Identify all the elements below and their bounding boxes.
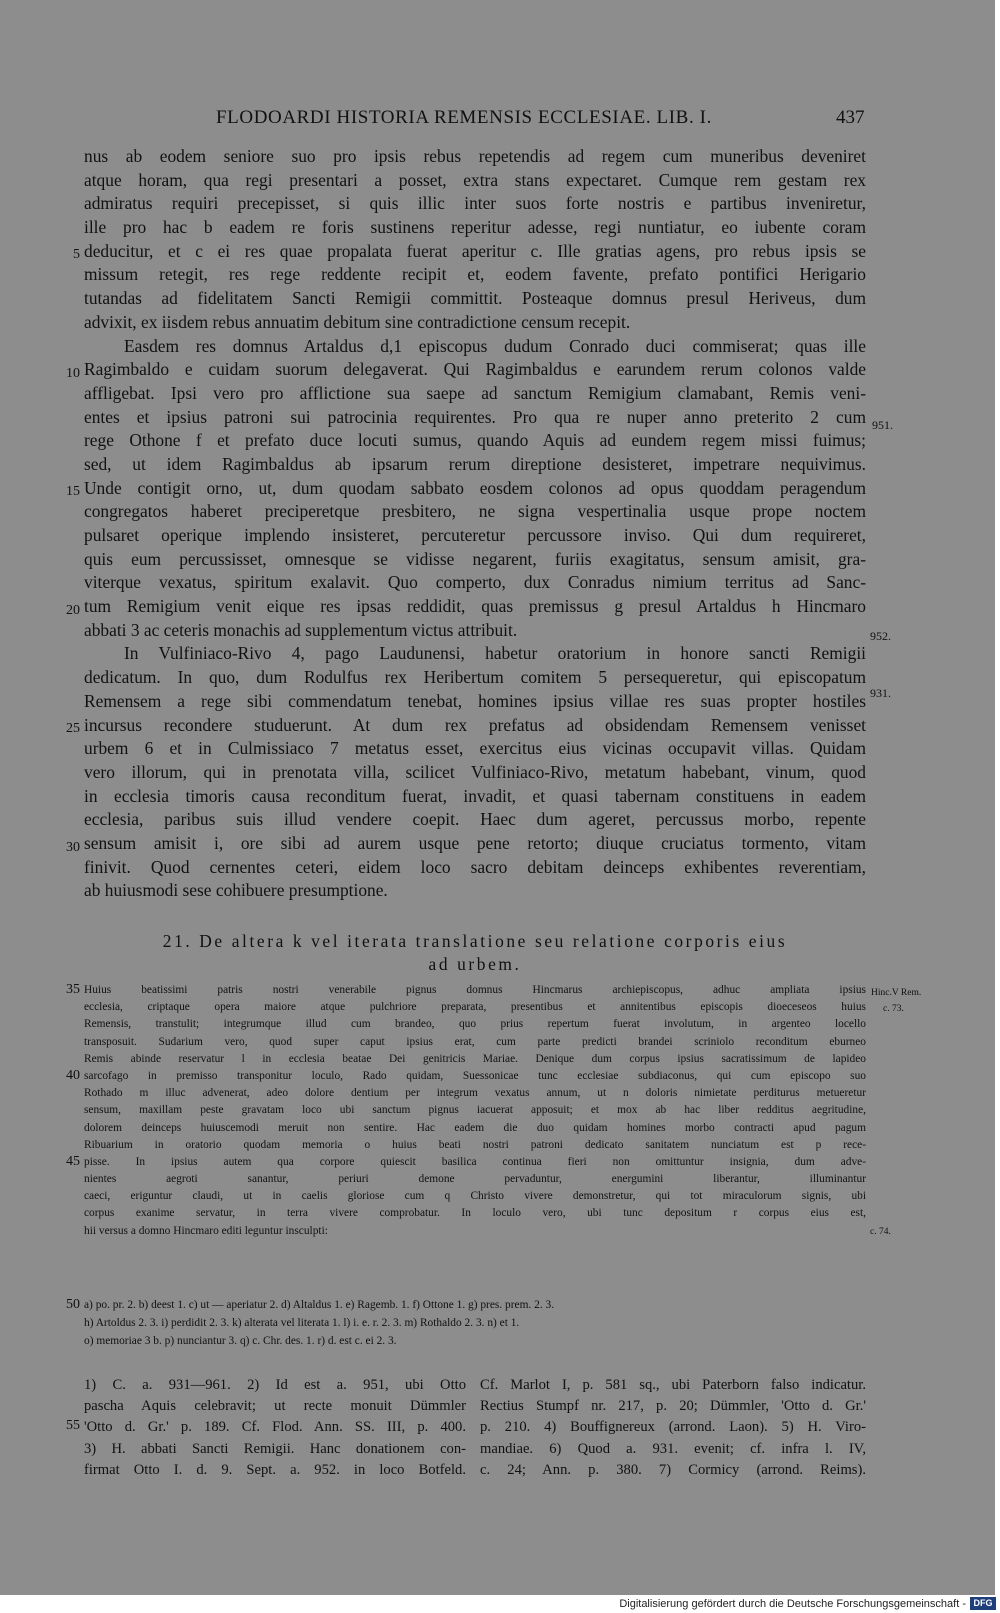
footnote-line: 'Otto d. Gr.' p. 189. Cf. Flod. Ann. SS. III, p. 400.	[84, 1419, 466, 1436]
line-number: 40	[66, 1068, 80, 1083]
footnote-line: p. 210. 4) Bouffignereux (arrond. Laon). 5) H. Viro-	[480, 1419, 866, 1436]
text-line: missum retegit, res rege reddente recipit et, eodem favente, prefato pontifici Herigario	[84, 264, 866, 285]
text-line: caeci, eriguntur claudi, ut in caelis gloriose cum q Christo vivere demonstretur, qui tot miraculorum signis, ubi	[84, 1190, 866, 1203]
margin-year: 952.	[870, 629, 891, 643]
text-line: corpus exanime servatur, in terra vivere comprobatur. In loculo vero, ubi tunc depositum r corpus eius est,	[84, 1207, 866, 1220]
heading-line: ad urbem.	[428, 954, 522, 974]
text-line: Ribuarium in oratorio quodam memoria o huius beati nostri patroni dedicato sanitatem nunciatum est p rece-	[84, 1138, 866, 1151]
line-number: 20	[66, 603, 80, 618]
variant-line: h) Artoldus 2. 3. i) perdidit 2. 3. k) alterata vel literata 1. l) i. e. r. 2. 3. m) Rothaldo 2. 3. n) et 1.	[84, 1316, 520, 1329]
text-line: vero illorum, qui in prenotata villa, scilicet Vulfiniaco-Rivo, metatum habebant, vinum, quod	[84, 761, 866, 782]
text-line: dolorem deinceps huiuscemodi meruit non sentire. Hac eadem die duo quidam homines morbo contracti apud pagum	[84, 1121, 866, 1134]
text-line: sed, ut idem Ragimbaldus ab ipsarum rerum direptione desisteret, impetrare nequivimus.	[84, 453, 866, 474]
footnote-line: Rectius Stumpf nr. 217, p. 20; Dümmler, 'Otto d. Gr.'	[480, 1398, 866, 1415]
text-line: Rothado m illuc advenerat, adeo dolore dentium per integrum vexatus annum, ut n doloris nimietate perditurus metueretur	[84, 1087, 866, 1100]
footnotes-left-column	[84, 1375, 466, 1481]
text-line: affligebat. Ipsi vero pro afflictione sua saepe ad sanctum Remigium clamabant, Remis veni-	[84, 382, 866, 403]
text-line: in ecclesia timoris causa reconditum fuerat, invadit, et quasi tabernam constituens in eadem	[84, 785, 866, 806]
text-line: hii versus a domno Hincmaro editi leguntur insculpti:	[84, 1224, 328, 1237]
text-line: In Vulfiniaco-Rivo 4, pago Laudunensi, habetur oratorium in honore sancti Remigii	[124, 643, 866, 664]
line-number: 30	[66, 840, 80, 855]
variant-readings	[84, 1297, 866, 1350]
footnote-line: Cf. Marlot I, p. 581 sq., ubi Paterborn falso indicatur.	[480, 1377, 866, 1393]
text-line: ab huiusmodi sese cohibuere presumptione.	[84, 880, 388, 901]
margin-reference: Hinc.V Rem.	[871, 988, 922, 998]
text-line: ecclesia, criptaque opera maiore atque pulchriore preparata, presentibus et annitentibus episcopis dioeceseos huius	[84, 1001, 866, 1014]
text-line: finivit. Quod cernentes ceteri, eidem loco sacro debitam deinceps exhibentes reverentiam,	[84, 856, 866, 877]
text-line: rege Othone f et prefato duce locuti sumus, quando Aquis ad eundem regem missi fuimus;	[84, 430, 866, 451]
text-line: Unde contigit orno, ut, dum quodam sabbato eosdem colonos ad opus quoddam peragendum	[84, 477, 866, 498]
text-line: tum Remigium venit eique res ipsas reddidit, quas premissus g presul Artaldus h Hincmaro	[84, 596, 866, 617]
text-line: deducitur, et c ei res quae propalata fuerat aperitur c. Ille gratias agens, pro rebus ipsis se	[84, 240, 866, 261]
line-number: 35	[66, 982, 80, 997]
text-line: pulsaret operique implendo insisteret, percuteretur percussore inviso. Qui dum requireret,	[84, 525, 866, 545]
text-line: Ragimbaldo e cuidam suorum delegaverat. Qui Ragimbaldus e earundem rerum colonos valde	[84, 359, 866, 380]
text-line: ecclesia, paribus suis illud vendere coepit. Haec dum ageret, percussus morbo, repente	[84, 809, 866, 830]
margin-reference: c. 74.	[870, 1227, 891, 1237]
text-line: dedicatum. In quo, dum Rodulfus rex Heribertum comitem 5 persequeretur, qui episcopatum	[84, 667, 866, 688]
footnote-line: 3) H. abbati Sancti Remigii. Hanc donationem con-	[84, 1440, 466, 1457]
line-number: 15	[66, 484, 80, 499]
footnote-line: pascha Aquis celebravit; ut recte monuit Dümmler	[84, 1398, 466, 1415]
text-line: atque horam, qua regi presentari a posset, extra stans expectaret. Cumque rem gestam rex	[84, 169, 866, 190]
footnote-line: firmat Otto I. d. 9. Sept. a. 952. in loco Botfeld.	[84, 1461, 466, 1478]
text-line: viterque vexatus, spiritum exalavit. Quo comperto, dux Conradus nimium territus ad Sanc-	[84, 572, 866, 593]
text-line: urbem 6 et in Culmissiaco 7 metatus esset, exercitus eius vicinas occupavit villas. Quidam	[84, 738, 866, 759]
text-line: Huius beatissimi patris nostri venerabile pignus domnus Hincmarus archiepiscopus, adhuc ampliata ipsius	[84, 984, 866, 996]
text-line: nus ab eodem seniore suo pro ipsis rebus repetendis ad regem cum muneribus deveniret	[84, 146, 866, 166]
line-number: 45	[66, 1154, 80, 1169]
footnote-line: 1) C. a. 931—961. 2) Id est a. 951, ubi Otto	[84, 1377, 466, 1393]
text-line: quis eum percussisset, omnesque se vidisse negarent, furiis exagitatus, sensum amisit, gra-	[84, 548, 866, 569]
line-number: 25	[66, 721, 80, 736]
heading-line: 21. De altera k vel iterata translatione seu relatione corporis eius	[162, 931, 788, 951]
main-text	[84, 145, 866, 903]
line-number: 5	[73, 247, 80, 262]
footnote-line: c. 24; Ann. p. 380. 7) Cormicy (arrond. Reims).	[480, 1461, 866, 1478]
quoted-text	[84, 982, 866, 1240]
text-line: sarcofago in premisso transponitur loculo, Rado quidam, Suessonicae tunc ecclesiae subdiaconus, qui cum episcopo suo	[84, 1069, 866, 1082]
footnotes-right-column	[480, 1375, 866, 1481]
text-line: Remensem a rege sibi commendatum tenebat, homines ipsius villae res suas propter hostiles	[84, 690, 866, 711]
variant-line: o) memoriae 3 b. p) nunciantur 3. q) c. Chr. des. 1. r) d. est c. ei 2. 3.	[84, 1334, 397, 1347]
dfg-logo: DFG	[970, 1597, 996, 1610]
chapter-heading	[84, 930, 866, 976]
page-header	[0, 107, 995, 133]
margin-year: 951.	[872, 418, 893, 432]
digitization-credit: Digitalisierung gefördert durch die Deutsche Forschungsgemeinschaft -	[619, 1598, 966, 1610]
text-line: admiratus requiri precepisset, si quis illic inter suos forte nostris e partibus inveniretur,	[84, 193, 866, 214]
page-number: 437	[836, 107, 865, 128]
text-line: pisse. In ipsius autem qua corpore quiescit basilica continua fieri non omittuntur insignia, dum adve-	[84, 1155, 866, 1168]
margin-year: 931.	[870, 686, 891, 700]
text-line: entes et ipsius patroni sui patrocinia requirentes. Pro qua re nuper anno preterito 2 cum	[84, 406, 866, 427]
text-line: advixit, ex iisdem rebus annuatim debitum sine contradictione censum recepit.	[84, 311, 631, 332]
text-line: Remis abinde reservatur l in ecclesia beatae Dei genitricis Mariae. Denique dum corpus ipsius sacratissimum de lapideo	[84, 1052, 866, 1065]
text-line: abbati 3 ac ceteris monachis ad supplementum victus attribuit.	[84, 619, 518, 640]
line-number: 50	[66, 1297, 80, 1312]
text-line: incursus recondere studuerunt. At dum rex prefatus ad obsidendam Remensem venisset	[84, 714, 866, 735]
text-line: sensum amisit i, ore sibi ad aurem usque pene retorto; diuque cruciatus tormento, vitam	[84, 832, 866, 853]
text-line: tutandas ad fidelitatem Sancti Remigii committit. Posteaque domnus presul Heriveus, dum	[84, 288, 866, 309]
text-line: Easdem res domnus Artaldus d,1 episcopus dudum Conrado duci commiserat; quas ille	[124, 335, 866, 356]
line-number: 10	[66, 366, 80, 381]
text-line: transposuit. Sudarium vero, quod super caput ipsius erat, cum parte predicti brandei scriniolo reconditum eburneo	[84, 1035, 866, 1048]
line-number: 55	[66, 1418, 80, 1433]
text-line: Remensis, transtulit; integrumque illud cum brandeo, quo prius repertum fuerat involutum, in argenteo locello	[84, 1018, 866, 1031]
text-line: nientes aegroti sanantur, periuri demone pervaduntur, energumini liberantur, illuminantur	[84, 1173, 866, 1186]
margin-reference: c. 73.	[883, 1004, 904, 1014]
footnote-line: mandiae. 6) Quod a. 931. evenit; cf. infra l. IV,	[480, 1440, 866, 1457]
text-line: sensum, maxillam peste gravatam loco ubi sanctum pignus iacuerat apposuit; et mox ab hac liber redditus aegritudine,	[84, 1104, 866, 1117]
variant-line: a) po. pr. 2. b) deest 1. c) ut — aperiatur 2. d) Altaldus 1. e) Ragemb. 1. f) Ottone 1. g) pres. prem. 2. 3.	[84, 1299, 555, 1311]
text-line: ille pro hac b eadem re foris sustinens reperitur adesse, regi nuntiatur, eo iubente coram	[84, 217, 866, 238]
running-title: FLODOARDI HISTORIA REMENSIS ECCLESIAE. LIB. I.	[216, 107, 712, 128]
text-line: congregatos haberet preciperetque presbitero, ne signa vespertinalia usque prope noctem	[84, 501, 866, 522]
